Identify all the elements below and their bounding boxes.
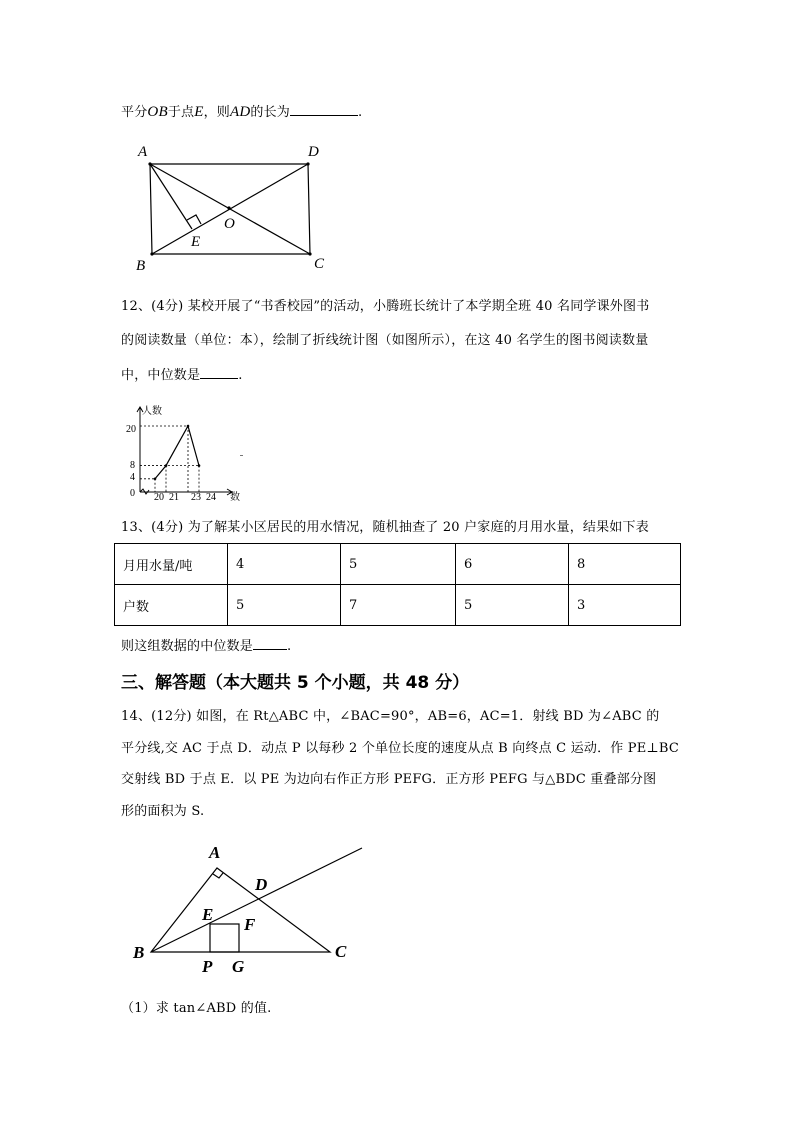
table-cell: 4 <box>228 544 341 585</box>
table-cell: 6 <box>456 544 569 585</box>
label-f: F <box>244 915 256 934</box>
q13-after-end: . <box>287 639 292 654</box>
x-axis-title: 数 <box>230 492 240 502</box>
q14-line4: 形的面积为 S. <box>121 804 205 819</box>
label-e: E <box>191 234 201 250</box>
table-cell: 月用水量/吨 <box>115 544 228 585</box>
table-cell: 户数 <box>115 585 228 626</box>
q14-figure <box>128 840 368 978</box>
table-row <box>115 544 681 585</box>
y-tick-4: 4 <box>130 472 135 483</box>
q12-line3 <box>121 366 243 384</box>
q12-line2: 的阅读数量（单位：本），绘制了折线统计图（如图所示），在这 40 名学生的图书阅读数量 <box>121 333 649 348</box>
q13-answer-blank[interactable] <box>253 637 287 650</box>
table-cell: 5 <box>456 585 569 626</box>
stray-dot-mark <box>240 455 243 456</box>
q14-line2: 平分线,交 AC 于点 D．动点 P 以每秒 2 个单位长度的速度从点 B 向终点 C 运动．作 PE⊥BC <box>121 741 679 756</box>
right-angle-mark-e <box>187 215 201 224</box>
q11-var-e: E <box>194 104 204 120</box>
data-point-21 <box>165 464 168 467</box>
q11-text-d: 的长为 <box>250 105 291 120</box>
q11-text-c: ，则 <box>203 105 230 120</box>
q11-end: . <box>358 105 363 120</box>
right-angle-mark-a <box>213 873 223 878</box>
segment-ae <box>150 164 192 229</box>
table-cell: 3 <box>569 585 681 626</box>
label-g: G <box>232 957 245 976</box>
table-cell: 5 <box>341 544 456 585</box>
label-d: D <box>255 875 268 894</box>
point-a <box>148 162 151 165</box>
q11-var-ob: OB <box>147 104 168 120</box>
q14-line3: 交射线 BD 于点 E．以 PE 为边向右作正方形 PEFG．正方形 PEFG 与△BDC 重叠部分图 <box>121 772 657 787</box>
q12-answer-blank[interactable] <box>200 366 238 379</box>
q13-line1: 13、(4分) 为了解某小区居民的用水情况，随机抽查了 20 户家庭的月用水量，结果如下表 <box>121 520 649 535</box>
data-point-23 <box>187 425 190 428</box>
q12-line-chart <box>126 404 250 502</box>
q14-sub1: （1）求 tan∠ABD 的值. <box>121 1001 272 1016</box>
q12-line3-end: . <box>238 368 243 383</box>
label-c: C <box>314 256 325 272</box>
q13-after-line <box>121 637 291 655</box>
label-b: B <box>136 258 146 274</box>
data-point-20 <box>154 478 157 481</box>
y-axis-title: 人数 <box>142 406 162 417</box>
section-3-title: 三、解答题（本大题共 5 个小题，共 48 分） <box>121 673 470 693</box>
data-point-24 <box>198 464 201 467</box>
ray-bd <box>151 848 362 952</box>
point-c <box>308 252 311 255</box>
x-tick-24: 24 <box>206 492 216 502</box>
point-d <box>306 162 309 165</box>
point-b <box>150 252 153 255</box>
q14-line1: 14、(12分) 如图，在 Rt△ABC 中，∠BAC=90°，AB=6，AC=1．射线 BD 为∠ABC 的 <box>121 709 660 724</box>
q11-var-ad: AD <box>230 104 251 120</box>
point-o <box>227 206 230 209</box>
x-tick-21: 21 <box>169 492 179 502</box>
series-line <box>155 426 199 479</box>
table-cell: 7 <box>341 585 456 626</box>
square-pefg <box>210 924 239 952</box>
label-a: A <box>209 843 221 862</box>
q11-figure <box>128 138 338 276</box>
label-b: B <box>133 943 145 962</box>
table-cell: 5 <box>228 585 341 626</box>
q11-text-b: 于点 <box>167 105 195 120</box>
y-tick-20: 20 <box>126 424 136 435</box>
label-p: P <box>202 957 213 976</box>
label-o: O <box>224 216 235 232</box>
x-tick-20: 20 <box>154 492 164 502</box>
x-tick-23: 23 <box>191 492 201 502</box>
q12-line1: 12、(4分) 某校开展了“书香校园”的活动，小腾班长统计了本学期全班 40 名同学课外图书 <box>121 299 650 314</box>
q13-after-text: 则这组数据的中位数是 <box>121 639 254 654</box>
label-a: A <box>138 144 148 160</box>
q12-line3-text: 中，中位数是 <box>121 368 201 383</box>
q11-answer-blank[interactable] <box>290 103 358 116</box>
label-e: E <box>202 905 214 924</box>
q13-water-table <box>114 543 681 626</box>
origin-label: 0 <box>130 488 135 499</box>
label-d: D <box>308 144 319 160</box>
q11-line <box>121 103 362 121</box>
q11-text-a: 平分 <box>121 105 148 120</box>
label-c: C <box>335 942 347 961</box>
table-row <box>115 585 681 626</box>
table-cell: 8 <box>569 544 681 585</box>
y-tick-8: 8 <box>130 460 135 471</box>
